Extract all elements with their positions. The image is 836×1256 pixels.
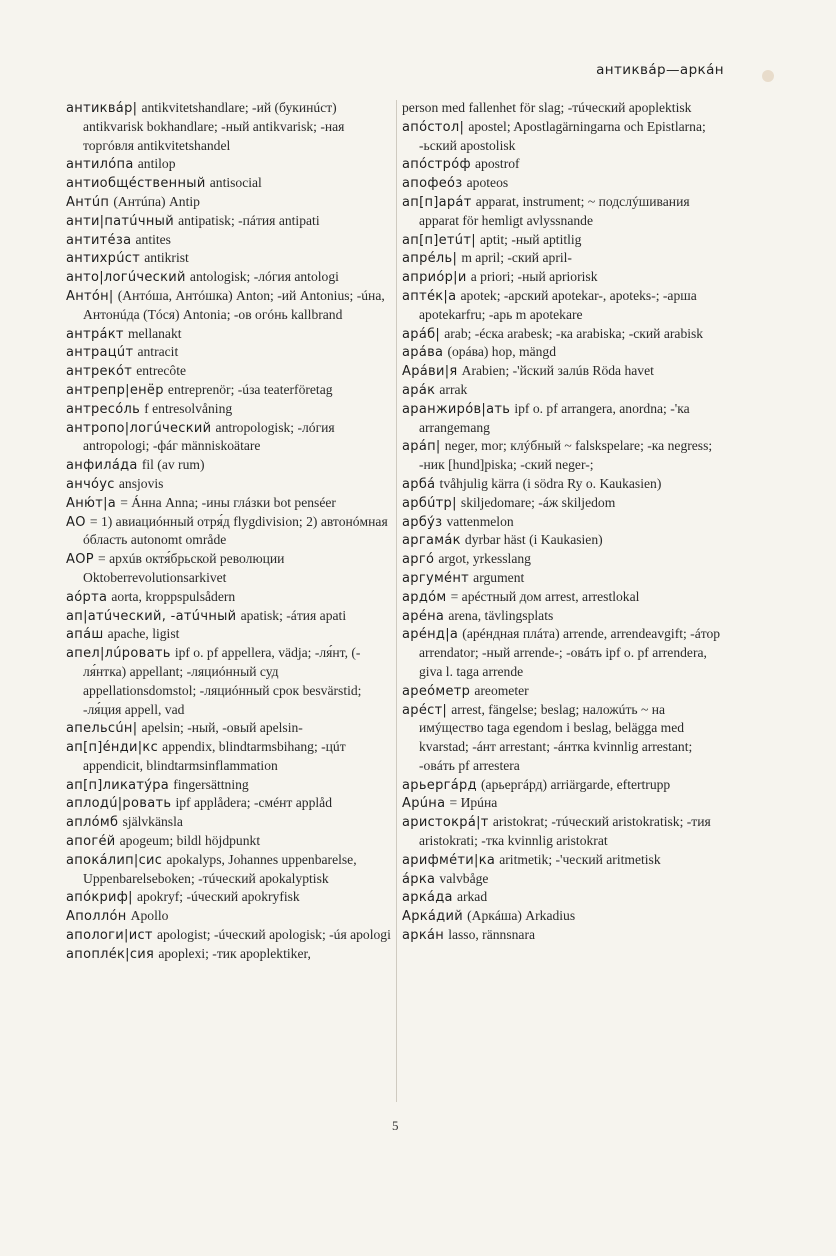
- entry-headword: аристокрá|т: [402, 815, 489, 831]
- dictionary-entry: [66, 193, 391, 212]
- entry-headword: аптéк|а: [402, 288, 457, 304]
- dictionary-entry: [402, 851, 725, 870]
- entry-definition: ipf o. pf appellera, vädja; -ля́нт, (-ля́нтка) appellant; -ляциóнный суд appellationsdomstol; -ляциóнный срок besvärstid; -ля́ция appell, vad: [83, 645, 362, 717]
- entry-headword: Аполлóн: [66, 909, 127, 925]
- entry-definition: apostel; Apostlagärningarna och Epistlarna; -ьский apostolisk: [419, 118, 706, 153]
- entry-headword: антиквáр|: [66, 101, 138, 116]
- dictionary-entry: [66, 99, 391, 155]
- dictionary-entry: [402, 249, 725, 268]
- entry-headword: апогéй: [66, 834, 116, 850]
- entry-headword: Антóн|: [66, 288, 114, 304]
- dictionary-entry: [66, 550, 391, 588]
- dictionary-entry: [66, 851, 391, 889]
- entry-definition: antisocial: [209, 175, 262, 191]
- dictionary-entry: [66, 231, 391, 250]
- entry-headword: аргó: [402, 552, 435, 568]
- entry-definition: (орáва) hop, mängd: [447, 344, 556, 360]
- left-column: [66, 99, 391, 964]
- dictionary-entry: [66, 945, 391, 964]
- entry-definition: argot, yrkesslang: [438, 551, 531, 567]
- dictionary-entry: [66, 475, 391, 494]
- entry-headword: антихрúст: [66, 251, 141, 267]
- entry-headword: антресóль: [66, 401, 141, 417]
- entry-headword: анфилáда: [66, 458, 138, 474]
- entry-headword: апокáлип|сис: [66, 852, 163, 868]
- entry-headword: арáп|: [402, 439, 441, 455]
- dictionary-entry: [402, 513, 725, 532]
- dictionary-entry: [66, 268, 391, 287]
- entry-definition: neger, mor; клýбный ~ falskspelare; -ка negress; -ник [hund]piska; -ский neger-;: [419, 438, 713, 473]
- dictionary-entry: [402, 794, 725, 813]
- entry-headword: аркáн: [402, 928, 445, 944]
- entry-definition: areometer: [474, 682, 529, 698]
- dictionary-entry: [402, 325, 725, 344]
- entry-definition: arena, tävlingsplats: [448, 607, 554, 623]
- entry-headword: антилóпа: [66, 157, 134, 173]
- entry-headword: аркáда: [402, 890, 453, 906]
- dictionary-entry: [66, 607, 391, 626]
- entry-headword: áрка: [402, 871, 436, 887]
- entry-definition: arkad: [456, 889, 488, 905]
- entry-headword: антрекóт: [66, 364, 133, 380]
- dictionary-entry: [402, 813, 725, 851]
- entry-headword: апоплéк|сия: [66, 946, 155, 962]
- dictionary-entry: [402, 625, 725, 681]
- entry-headword: антрáкт: [66, 326, 124, 342]
- entry-headword: ап[п]éнди|кс: [66, 740, 159, 756]
- entry-definition: antologisk; -лóгия antologi: [189, 269, 339, 285]
- entry-definition: fingersättning: [173, 776, 249, 792]
- entry-definition: ipf o. pf arrangera, anordna; -'ка arrangemang: [419, 400, 690, 435]
- entry-definition: entrecôte: [136, 363, 187, 379]
- entry-headword: анто|логúческий: [66, 270, 186, 286]
- dictionary-entry: [402, 437, 725, 475]
- dictionary-entry: [66, 155, 391, 174]
- dictionary-entry: [66, 325, 391, 344]
- dictionary-entry: [402, 381, 725, 400]
- dictionary-entry: [402, 701, 725, 776]
- entry-headword: апологи|ист: [66, 928, 153, 944]
- dictionary-entry: [402, 588, 725, 607]
- entry-definition: antipatisk; -пáтия antipati: [178, 212, 320, 228]
- entry-definition: aristokrat; -тúческий aristokratisk; -тия aristokrati; -тка kvinnlig aristokrat: [419, 814, 711, 849]
- entry-definition: entreprenör; -úза teaterföretag: [167, 381, 333, 397]
- entry-headword: арьергáрд: [402, 777, 477, 793]
- dictionary-entry: [66, 174, 391, 193]
- entry-headword: апел|лúровать: [66, 646, 171, 662]
- entry-headword: антрепр|енёр: [66, 382, 164, 398]
- dictionary-entry: [402, 118, 725, 156]
- entry-definition: antikrist: [144, 250, 189, 266]
- entry-headword: ап[п]арáт: [402, 194, 472, 210]
- entry-definition: arrest, fängelse; beslag; наложúть ~ на имýщество taga egendom i beslag, belägga med kvarstad; -áнт arrestant; -áнтка kvinnlig arrestant; -овáть pf arrestera: [419, 701, 693, 773]
- entry-headword: апельсúн|: [66, 721, 138, 737]
- entry-definition: apelsin; -ный, -овый apelsin-: [141, 720, 303, 736]
- dictionary-entry: [66, 888, 391, 907]
- entry-definition: Apollo: [130, 908, 169, 924]
- column-divider: [396, 100, 397, 1102]
- dictionary-entry: [402, 193, 725, 231]
- dictionary-entry: [402, 870, 725, 889]
- dictionary-entry: [66, 287, 391, 325]
- page-number: 5: [392, 1118, 399, 1133]
- entry-headword: априóр|и: [402, 270, 467, 286]
- page-corner-mark: [762, 70, 774, 82]
- dictionary-entry: [402, 362, 725, 381]
- entry-headword: арáк: [402, 382, 436, 398]
- entry-headword: Аркáдий: [402, 909, 463, 925]
- entry-headword: аплóмб: [66, 815, 119, 831]
- entry-definition: antilop: [137, 156, 176, 172]
- entry-definition: argument: [473, 569, 525, 585]
- entry-definition: antropologisk; -лóгия antropologi; -фáг människoätare: [83, 419, 335, 454]
- entry-headword: ап|атúческий, -атúчный: [66, 608, 237, 624]
- entry-definition: (Аркáша) Arkadius: [467, 908, 576, 924]
- entry-headword: антрацúт: [66, 345, 134, 361]
- dictionary-entry: [402, 569, 725, 588]
- dictionary-entry: [66, 719, 391, 738]
- entry-definition: arab; -éска arabesk; -ка arabiska; -ский arabisk: [444, 325, 704, 341]
- dictionary-entry: [66, 513, 391, 551]
- dictionary-entry: [402, 155, 725, 174]
- dictionary-entry: [402, 682, 725, 701]
- dictionary-entry: [66, 644, 391, 719]
- dictionary-entry: [66, 381, 391, 400]
- entry-headword: аранжирóв|ать: [402, 401, 511, 417]
- entry-definition: fil (av rum): [141, 457, 205, 473]
- dictionary-entry: [66, 907, 391, 926]
- dictionary-entry: [402, 494, 725, 513]
- entry-definition: appendix, blindtarmsbihang; -цúт appendicit, blindtarmsinflammation: [83, 739, 346, 773]
- entry-definition: apatisk; -áтия apati: [240, 607, 347, 623]
- dictionary-entry: [66, 625, 391, 644]
- entry-definition: = Ирúна: [449, 795, 498, 811]
- entry-definition: (Антóша, Антóшка) Anton; -ий Antonius; -úна, Антонúда (Тóся) Antonia; -ов огóнь kallbrand: [83, 287, 385, 322]
- dictionary-entry: [402, 776, 725, 795]
- entry-definition: självkänsla: [122, 814, 183, 830]
- entry-definition: antracit: [137, 344, 179, 360]
- entry-definition: (арéндная плáта) arrende, arrendeavgift; -áтор arrendator; -ный arrende-; -овáть ipf o. pf arrendera, giva l. taga arrende: [419, 626, 721, 679]
- dictionary-entry: [402, 231, 725, 250]
- entry-definition: Arabien; -'йский залúв Röda havet: [461, 363, 654, 379]
- entry-definition: apoteos: [466, 175, 509, 191]
- dictionary-entry: [402, 174, 725, 193]
- dictionary-entry: [66, 926, 391, 945]
- entry-headword: анчóус: [66, 476, 115, 492]
- entry-headword: ап[п]ликатýра: [66, 777, 170, 793]
- entry-headword: Арáви|я: [402, 364, 458, 380]
- entry-definition: = арéстный дом arrest, arrestlokal: [450, 588, 640, 604]
- dictionary-entry: [66, 832, 391, 851]
- entry-definition: apokalyps, Johannes uppenbarelse, Uppenbarelseboken; -тúческий apokalyptisk: [83, 851, 357, 886]
- entry-headword: арáб|: [402, 326, 441, 342]
- dictionary-entry: [402, 926, 725, 945]
- dictionary-entry: [402, 888, 725, 907]
- dictionary-entry: [66, 343, 391, 362]
- dictionary-entry: [402, 343, 725, 362]
- entry-headword: ареóметр: [402, 683, 471, 699]
- entry-definition: apogeum; bildl höjdpunkt: [119, 833, 261, 849]
- entry-definition: apache, ligist: [107, 626, 180, 642]
- entry-headword: арбýз: [402, 514, 443, 530]
- entry-definition: (Антúпа) Antip: [113, 193, 200, 209]
- entry-headword: арéна: [402, 608, 445, 624]
- dictionary-entry: [66, 588, 391, 607]
- dictionary-entry: [66, 456, 391, 475]
- entry-headword: Арúна: [402, 796, 446, 812]
- entry-definition: mellanakt: [127, 325, 182, 341]
- entry-headword: аóрта: [66, 589, 108, 605]
- entry-headword: апóстрóф: [402, 157, 471, 173]
- dictionary-entry: [402, 550, 725, 569]
- entry-definition: dyrbar häst (i Kaukasien): [464, 532, 603, 548]
- entry-headword: арáва: [402, 345, 444, 361]
- entry-definition: aritmetik; -'ческий aritmetisk: [499, 851, 661, 867]
- entry-definition: apokryf; -úческий apokryfisk: [137, 889, 300, 905]
- entry-headword: анти|патúчный: [66, 213, 174, 229]
- dictionary-entry: [66, 794, 391, 813]
- entry-definition: arrak: [439, 381, 468, 397]
- entry-definition: = архúв октя́брьской революции Oktoberrevolutionsarkivet: [83, 551, 285, 585]
- entry-definition: antikvitetshandlare; -ий (букинúст) antikvarisk bokhandlare; -ный antikvarisk; -ная торгóвля antikvitetshandel: [83, 100, 345, 153]
- entry-definition: antites: [135, 231, 171, 247]
- entry-definition: m april; -ский april-: [461, 250, 572, 266]
- dictionary-entry: [66, 362, 391, 381]
- entry-headword: АО: [66, 514, 86, 530]
- entry-headword: арифмéти|ка: [402, 852, 496, 868]
- entry-definition: (арьергáрд) arriärgarde, eftertrupp: [481, 776, 671, 792]
- dictionary-entry: [402, 99, 725, 118]
- right-column: [402, 99, 725, 945]
- entry-headword: антиобщéственный: [66, 176, 206, 192]
- entry-definition: tvåhjulig kärra (i södra Ry o. Kaukasien): [439, 475, 662, 491]
- entry-headword: Аню́т|а: [66, 495, 117, 511]
- entry-headword: аргумéнт: [402, 570, 470, 586]
- entry-headword: Антúп: [66, 194, 110, 210]
- entry-headword: АОР: [66, 552, 94, 568]
- dictionary-entry: [66, 738, 391, 776]
- entry-definition: ipf applådera; -смéнт applåd: [175, 795, 333, 811]
- entry-definition: lasso, rännsnara: [448, 927, 536, 943]
- entry-definition: = 1) авиациóнный отря́д flygdivision; 2) автонóмная óбласть autonomt område: [83, 513, 388, 548]
- dictionary-entry: [402, 268, 725, 287]
- dictionary-entry: [402, 475, 725, 494]
- entry-definition: = Áнна Anna; -ины глáзки bot penséer: [120, 494, 336, 510]
- dictionary-entry: [402, 531, 725, 550]
- entry-definition: person med fallenhet för slag; -тúческий apoplektisk: [402, 100, 692, 115]
- entry-headword: аплодú|ровать: [66, 796, 172, 812]
- entry-definition: f entresolvåning: [144, 400, 233, 416]
- entry-headword: апóкриф|: [66, 890, 133, 906]
- dictionary-entry: [402, 907, 725, 926]
- entry-definition: aorta, kroppspulsådern: [111, 588, 236, 604]
- entry-headword: ап[п]етúт|: [402, 232, 476, 248]
- entry-definition: apotek; -арский apotekar-, apoteks-; -арша apotekarfru; -арь m apotekare: [419, 287, 697, 322]
- entry-definition: valvbåge: [439, 870, 489, 886]
- entry-definition: ansjovis: [118, 475, 164, 491]
- entry-headword: апофеóз: [402, 176, 463, 192]
- dictionary-entry: [402, 607, 725, 626]
- dictionary-entry: [66, 419, 391, 457]
- entry-headword: антропо|логúческий: [66, 420, 212, 436]
- dictionary-entry: [66, 776, 391, 795]
- dictionary-entry: [66, 494, 391, 513]
- dictionary-entry: [402, 400, 725, 438]
- dictionary-entry: [66, 813, 391, 832]
- entry-headword: арбá: [402, 476, 436, 492]
- entry-definition: apostrof: [475, 156, 520, 172]
- entry-definition: aptit; -ный aptitlig: [480, 231, 582, 247]
- entry-definition: skiljedomare; -áж skiljedom: [460, 494, 616, 510]
- entry-headword: аргамáк: [402, 533, 461, 549]
- dictionary-entry: [66, 212, 391, 231]
- entry-headword: апрéль|: [402, 251, 458, 267]
- entry-definition: apoplexi; -тик apoplektiker,: [158, 945, 311, 961]
- entry-headword: апáш: [66, 627, 104, 643]
- entry-headword: арéст|: [402, 702, 448, 718]
- entry-headword: антитéза: [66, 232, 132, 248]
- entry-headword: арбúтр|: [402, 495, 457, 511]
- dictionary-entry: [402, 287, 725, 325]
- entry-headword: апóстол|: [402, 119, 465, 135]
- dictionary-entry: [66, 249, 391, 268]
- entry-definition: apparat, instrument; ~ подслýшивания apparat för hemligt avlyssnande: [419, 193, 690, 228]
- entry-definition: apologist; -úческий apologisk; -úя apologi: [156, 927, 391, 943]
- entry-definition: vattenmelon: [446, 513, 514, 529]
- dictionary-entry: [66, 400, 391, 419]
- running-head: антиквáр—аркáн: [596, 62, 724, 78]
- entry-headword: арéнд|а: [402, 627, 459, 643]
- entry-definition: a priori; -ный apriorisk: [470, 269, 598, 285]
- entry-headword: ардóм: [402, 589, 447, 605]
